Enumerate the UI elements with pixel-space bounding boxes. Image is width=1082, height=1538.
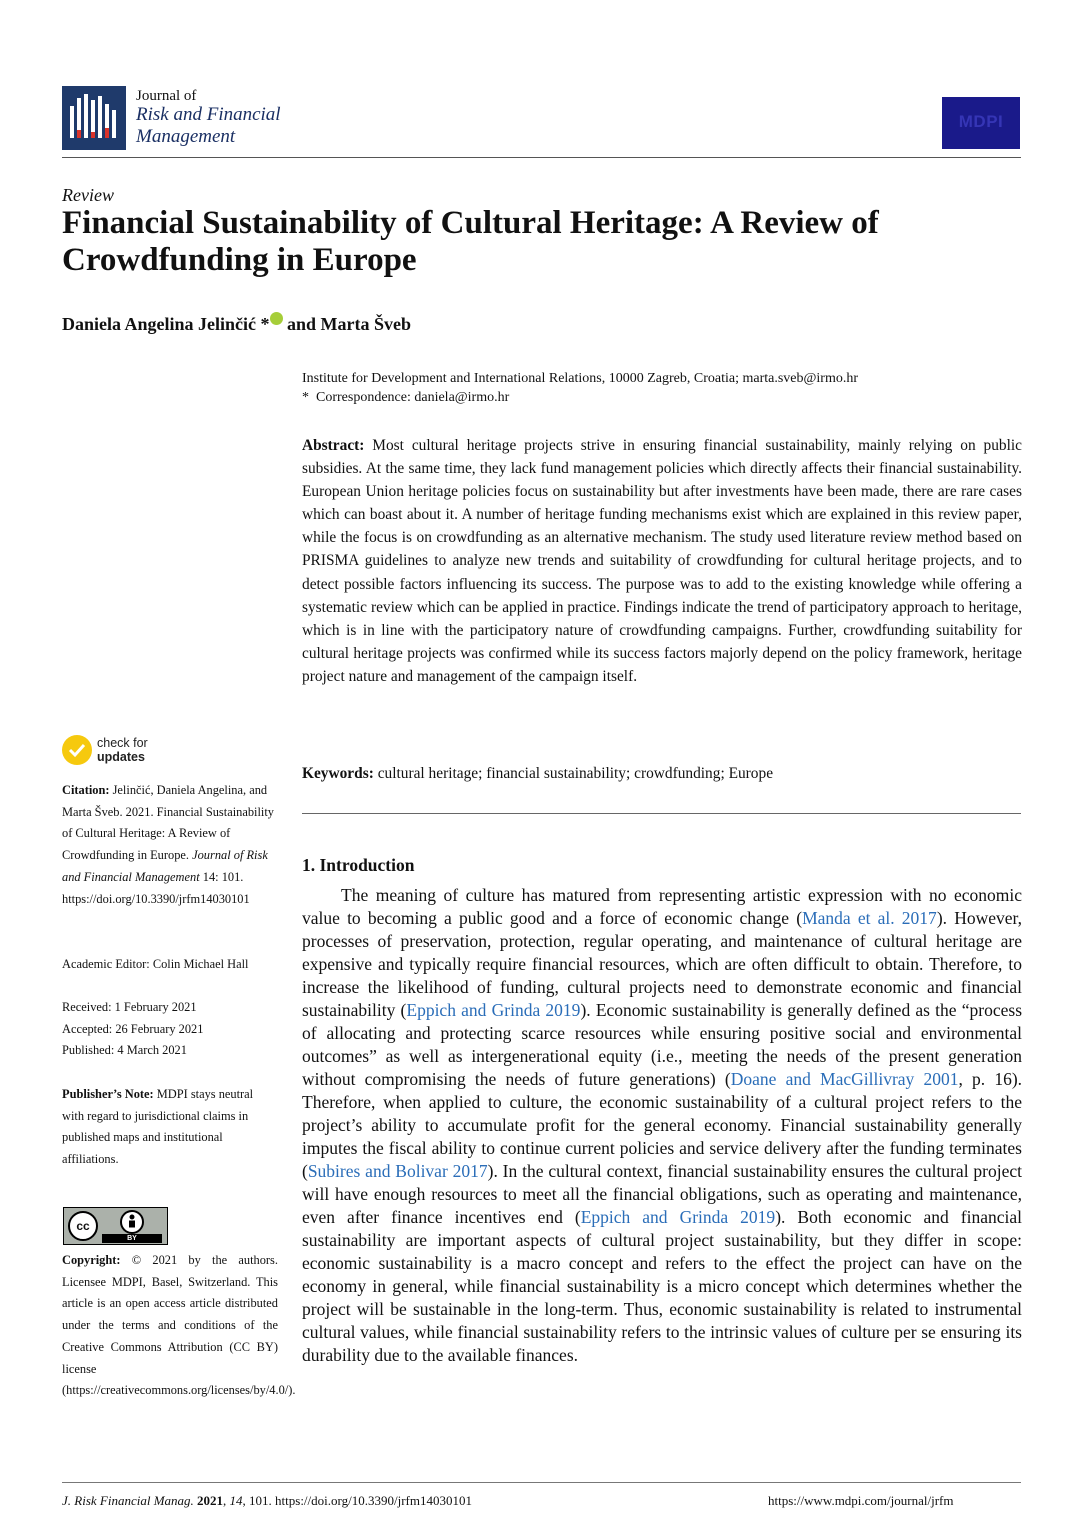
article-type: Review <box>62 185 114 205</box>
section-heading: 1. Introduction <box>302 855 415 875</box>
keywords-text: cultural heritage; financial sustainability; crowdfunding; Europe <box>377 765 774 782</box>
correspondence-mark: * <box>302 390 309 405</box>
ref-link[interactable]: Manda et al. 2017 <box>802 908 937 928</box>
check-for-label: check for <box>97 736 148 750</box>
affiliations <box>302 369 1022 407</box>
citation-label: Citation: <box>62 783 110 797</box>
intro-text-2: ). However, processes of preservation, protection, regular operating, and maintenance of cultural heritage are expensive and typically require financial resources, which are often difficult to obtain. Therefore, to increase the likelihood of funding, cultural projects need to demonstrate economic and financial sustainability ( <box>302 908 1023 1020</box>
author-2: and Marta Šveb <box>287 314 412 334</box>
published-date: Published: 4 March 2021 <box>62 1043 187 1058</box>
author-1[interactable]: Daniela Angelina Jelinčić <box>62 314 257 334</box>
keywords-label: Keywords: <box>302 765 374 782</box>
footer-year: 2021 <box>197 1493 224 1508</box>
cc-logo-icon: cc <box>68 1211 98 1241</box>
correspondence <box>302 388 1022 407</box>
footer-volume: 14 <box>229 1493 243 1508</box>
cc-by-label: BY <box>102 1234 162 1243</box>
abstract-divider <box>302 813 1021 814</box>
abstract-label: Abstract: <box>302 437 365 454</box>
intro-body <box>302 884 1022 1367</box>
footer-divider <box>62 1482 1021 1483</box>
article-title: Financial Sustainability of Cultural Heritage: A Review of Crowdfunding in Europe <box>62 205 879 278</box>
copyright-text: © 2021 by the authors. Licensee MDPI, Basel, Switzerland. This article is an open access article distributed under the terms and conditions of the Creative Commons Attribution (CC BY) license (https://creativecommons.org/licenses/by/4.0/). <box>62 1253 296 1398</box>
citation <box>62 780 278 910</box>
keywords <box>302 765 1022 783</box>
copyright-label: Copyright: <box>62 1253 121 1267</box>
journal-name <box>136 104 281 148</box>
abstract-text: Most cultural heritage projects strive in ensuring financial sustainability, mainly relying on public subsidies. At the same time, they lack fund management policies which directly affects their financial sustainability. European Union heritage policies focus on sustainability but after investments have been made, there are rare cases which can boast about it. A number of heritage funding mechanisms exist which are explained in this review paper, while the focus is on crowdfunding as an alternative mechanism. The study used literature review method based on PRISMA guidelines to analyze new trends and suitability of crowdfunding for cultural heritage projects, and to detect possible factors influencing its success. The purpose was to add to the existing knowledge while offering a systematic review which can be applied in practice. Findings indicate the trend of participatory approach to heritage, which is in line with the participatory nature of crowdfunding campaigns. Further, crowdfunding suitability for cultural heritage projects was confirmed while its success factors majorly depend on the policy framework, heritage project nature and management of the campaign itself. <box>302 437 1022 685</box>
intro-text-6: ). Both economic and financial sustainability are important aspects of cultural project sustainability, but they differ in scope: economic sustainability is a macro concept and refers to the effect the project can have on the economy in general, while financial sustainability is a micro concept which determines whether the project will be sustainable in the long-term. Thus, economic sustainability is related to instrumental cultural values, while financial sustainability refers to the intrinsic values of culture per se ensuring its durability due to the available finances. <box>302 1207 1022 1365</box>
received-date: Received: 1 February 2021 <box>62 1000 197 1014</box>
footer-doi[interactable]: , 101. https://doi.org/10.3390/jrfm14030101 <box>242 1493 472 1508</box>
by-person-icon <box>120 1210 144 1234</box>
ref-link[interactable]: Eppich and Grinda 2019 <box>580 1207 776 1227</box>
intro-text-3: ). Economic sustainability is generally defined as the “process of allocating and protecting scarce resources while ensuring positive social and environmental outcomes” as well as intergenerational equity (i.e., meeting the needs of the present generation without compromising the needs of future generations) ( <box>302 1000 1023 1089</box>
journal-name-line2: Management <box>136 126 236 147</box>
check-for-updates-text <box>97 736 148 764</box>
ref-link[interactable]: Eppich and Grinda 2019 <box>406 1000 581 1020</box>
citation-volume[interactable]: 14: 101. https://doi.org/10.3390/jrfm14030101 <box>62 869 250 906</box>
academic-editor: Academic Editor: Colin Michael Hall <box>62 957 249 971</box>
affiliation: Institute for Development and International Relations, 10000 Zagreb, Croatia; marta.sveb@irmo.hr <box>302 371 859 386</box>
mdpi-logo[interactable] <box>942 97 1020 149</box>
publisher-note <box>62 1084 278 1171</box>
orcid-icon[interactable] <box>270 312 283 325</box>
intro-text-5: ). In the cultural context, financial sustainability ensures the cultural project will have enough resources to meet all the financial obligations, such as operating and maintenance, even after finance incentives end ( <box>302 1161 1022 1227</box>
updates-label: updates <box>97 750 145 764</box>
pubnote-text: MDPI stays neutral with regard to jurisdictional claims in published maps and institutional affiliations. <box>62 1087 254 1167</box>
author-1-mark: * <box>260 314 270 334</box>
intro-text-1: The meaning of culture has matured from representing artistic expression with no economic value to becoming a public good and a force of economic change ( <box>302 885 1022 928</box>
pubnote-label: Publisher’s Note: <box>62 1087 154 1101</box>
dates <box>62 997 278 1062</box>
ref-link[interactable]: Doane and MacGillivray 2001 <box>730 1069 959 1089</box>
accepted-date: Accepted: 26 February 2021 <box>62 1021 204 1036</box>
abstract <box>302 434 1022 688</box>
intro-text-4: , p. 16). Therefore, when applied to culture, the economic sustainability of a cultural project refers to the project’s ability to accumulate profit for the general economy. Financial sustainability generally imputes the fiscal ability to continue current policies and service delivery after the funding terminates ( <box>302 1069 1023 1181</box>
correspondence-text: Correspondence: daniela@irmo.hr <box>316 390 510 405</box>
copyright <box>62 1250 296 1402</box>
journal-of: Journal of <box>136 88 197 104</box>
intro-paragraph <box>302 884 1022 1367</box>
footer-journal-url[interactable]: https://www.mdpi.com/journal/jrfm <box>768 1493 954 1508</box>
footer-citation: J. Risk Financial Manag. 2021, 14, 101. https://doi.org/10.3390/jrfm14030101 <box>62 1493 472 1508</box>
cc-license-icon[interactable] <box>63 1207 168 1245</box>
footer-journal: J. Risk Financial Manag. <box>62 1493 194 1508</box>
check-icon <box>62 735 92 765</box>
citation-text: Jelinčić, Daniela Angelina, and Marta Šveb. 2021. Financial Sustainability of Cultural Heritage: A Review of Crowdfunding in Europe. <box>62 783 274 863</box>
authors <box>62 312 411 335</box>
header-divider <box>62 157 1021 158</box>
journal-logo-icon <box>62 86 126 150</box>
journal-name-line1: Risk and Financial <box>136 104 281 125</box>
ref-link[interactable]: Subires and Bolivar 2017 <box>307 1161 488 1181</box>
citation-journal: Journal of Risk and Financial Management <box>62 848 268 884</box>
mdpi-logo-text: MDPI <box>958 112 1004 131</box>
